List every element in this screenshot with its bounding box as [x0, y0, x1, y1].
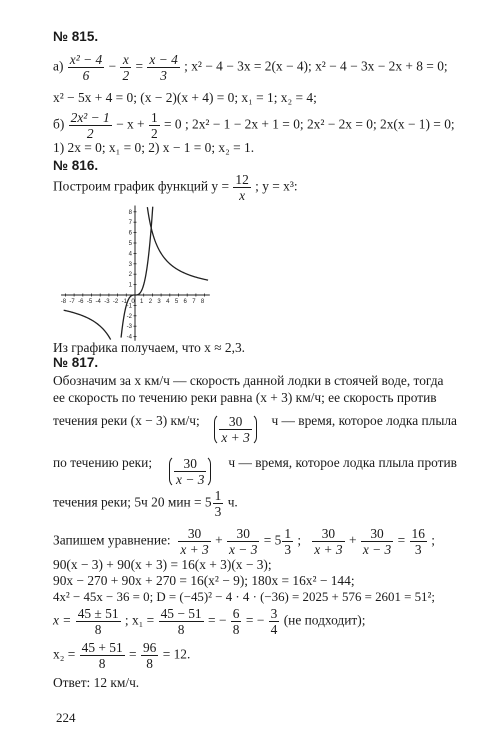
- problem-815b-line2: 1) 2x = 0; x₁ = 0; 2) x − 1 = 0; x₂ = 1.: [53, 140, 255, 155]
- x-tick-label: -7: [69, 299, 75, 305]
- problem-817-line2: ее скорость по течению реки равна (x + 3) км/ч; ее скорость против: [53, 390, 437, 405]
- y-tick-label: 3: [128, 261, 132, 268]
- parenthesized-fraction: $\frac{30}{x - 3}$: [169, 455, 211, 488]
- problem-815-title: № 815.: [53, 29, 99, 44]
- y-tick-label: -3: [126, 324, 132, 331]
- y-tick-label: 1: [128, 282, 132, 289]
- equation-text: = 0 ; 2x² − 1 − 2x + 1 = 0; 2x² − 2x = 0; 2x(x − 1) = 0;: [164, 116, 455, 132]
- fraction: $\frac{1}{2}$: [150, 110, 158, 141]
- x-tick-label: 2: [148, 299, 153, 305]
- fraction: $\frac{12}{x}$: [235, 172, 249, 203]
- problem-817-step3: 4x² − 45x − 36 = 0; D = (−45)² − 4 · 4 · (−36) = 2025 + 576 = 2601 = 51²;: [53, 590, 435, 604]
- equation-text: ; x² − 4 − 3x = 2(x − 4); x² − 4 − 3x − 2x + 8 = 0;: [184, 58, 448, 74]
- problem-817-title: № 817.: [53, 355, 99, 370]
- x-tick-label: 4: [166, 299, 170, 305]
- y-tick-label: 2: [128, 272, 132, 279]
- curves: [64, 207, 208, 340]
- problem-817-equation: Запишем уравнение: $\frac{30}{x + 3}$ + $\frac{30}{x - 3}$ = 5 $\frac{1}{3}$ ; $\frac{30}{x + 3}$ + $\frac{30}{x - 3}$ = $\frac{16}{3}$ ;: [53, 526, 435, 557]
- fraction: $\frac{\text{x² − 4}}{6}$: [69, 52, 103, 83]
- x-tick-label: 7: [192, 299, 196, 305]
- fraction: $\frac{30}{x + 3}$: [314, 526, 343, 557]
- y-tick-label: -1: [126, 303, 132, 310]
- parenthesized-fraction: $\frac{30}{x + 3}$: [214, 413, 256, 446]
- problem-817-roots: x = $\frac{45 \pm 51}{8}$ ; x₁ = $\frac{45 - 51}{8}$ = − $\frac{6}{8}$ = − $\frac{3}{4}$ (не подходит);: [53, 606, 366, 637]
- problem-816-intro: Построим график функций y = $\frac{12}{x}$ ; y = x³:: [53, 172, 298, 203]
- x-tick-label: 3: [157, 299, 161, 305]
- axes: [61, 206, 210, 341]
- fraction: $\frac{6}{8}$: [232, 606, 240, 637]
- fraction: $\frac{x - 4}{3}$: [149, 52, 178, 83]
- fraction: $\frac{30}{x - 3}$: [229, 526, 258, 557]
- x-tick-label: 8: [200, 299, 205, 305]
- fraction: $\frac{96}{8}$: [142, 640, 157, 671]
- item-b-label: б): [53, 116, 65, 132]
- problem-817-line4: по течению реки; $\frac{30}{x - 3}$ ч — время, которое лодка плыла против: [53, 455, 457, 487]
- problem-816-title: № 816.: [53, 158, 99, 173]
- page-number: 224: [56, 710, 76, 725]
- item-a-label: а): [53, 58, 64, 74]
- fraction: $\frac{30}{x - 3}$: [362, 526, 392, 557]
- fraction: $\frac{45 + 51}{8}$: [81, 640, 123, 671]
- problem-815a-line2: x² − 5x + 4 = 0; (x − 2)(x + 4) = 0; x₁ = 1; x₂ = 4;: [53, 90, 317, 105]
- problem-817-line3: течения реки (x − 3) км/ч; $\frac{30}{x + 3}$ ч — время, которое лодка плыла: [53, 413, 457, 445]
- y-tick-label: 6: [128, 230, 132, 237]
- function-graph: [56, 203, 216, 341]
- problem-817-line1: Обозначим за x км/ч — скорость данной лодки в стоячей воде, тогда: [53, 373, 444, 388]
- x-tick-label: -2: [112, 299, 119, 305]
- y-tick-label: 4: [128, 251, 132, 258]
- fraction: $\frac{\text{2x² − 1}}{2}$: [70, 110, 110, 141]
- x-tick-label: -5: [86, 299, 93, 305]
- problem-816-conclusion: Из графика получаем, что x ≈ 2,3.: [53, 340, 246, 355]
- y-tick-label: -2: [126, 313, 132, 320]
- hyperbola-branch-positive: [147, 207, 208, 280]
- problem-815b-line: б) $\frac{\text{2x² − 1}}{2}$ − x + $\frac{1}{2}$ = 0 ; 2x² − 1 − 2x + 1 = 0; 2x² − 2x = 0; 2x(x − 1) = 0;: [53, 110, 455, 141]
- x-tick-label: 5: [174, 299, 179, 305]
- y-tick-label: -4: [126, 334, 132, 341]
- y-tick-label: 5: [128, 241, 132, 247]
- fraction: $\frac{3}{4}$: [270, 606, 278, 637]
- problem-817-step2: 90x − 270 + 90x + 270 = 16(x² − 9); 180x = 16x² − 144;: [53, 573, 355, 588]
- x-tick-label: 1: [140, 299, 144, 305]
- y-tick-label: 7: [128, 220, 132, 227]
- x-tick-label: 6: [183, 299, 187, 305]
- hyperbola-branch-negative: [64, 310, 111, 339]
- y-tick-label: 8: [128, 209, 132, 216]
- x-tick-label: -4: [95, 299, 101, 305]
- fraction: $\frac{16}{3}$: [411, 526, 425, 557]
- x-tick-label: -1: [121, 299, 127, 305]
- x-tick-label: -3: [104, 299, 110, 305]
- problem-817-step1: 90(x − 3) + 90(x + 3) = 16(x + 3)(x − 3);: [53, 557, 272, 572]
- problem-817-root2: x₂ = $\frac{45 + 51}{8}$ = $\frac{96}{8}$ = 12.: [53, 640, 191, 671]
- fraction: $\frac{1}{3}$: [284, 526, 292, 557]
- x-tick-label: -6: [78, 299, 84, 305]
- fraction: $\frac{x}{2}$: [122, 52, 130, 83]
- problem-817-line5: течения реки; 5ч 20 мин = 5 $\frac{1}{3}$ ч.: [53, 488, 238, 519]
- problem-815a-line: а) $\frac{\text{x² − 4}}{6}$ − $\frac{x}{2}$ = $\frac{x - 4}{3}$ ; x² − 4 − 3x = 2(x − 4); x² − 4 − 3x − 2x + 8 = 0;: [53, 52, 448, 83]
- problem-817-answer: Ответ: 12 км/ч.: [53, 675, 140, 690]
- fraction: $\frac{45 - 51}{8}$: [160, 606, 202, 637]
- fraction: $\frac{1}{3}$: [214, 488, 222, 519]
- fraction: $\frac{45 \pm 51}{8}$: [77, 606, 119, 637]
- fraction: $\frac{30}{x + 3}$: [180, 526, 209, 557]
- x-tick-label: -8: [60, 299, 67, 305]
- x-tick-label: 0: [131, 299, 135, 305]
